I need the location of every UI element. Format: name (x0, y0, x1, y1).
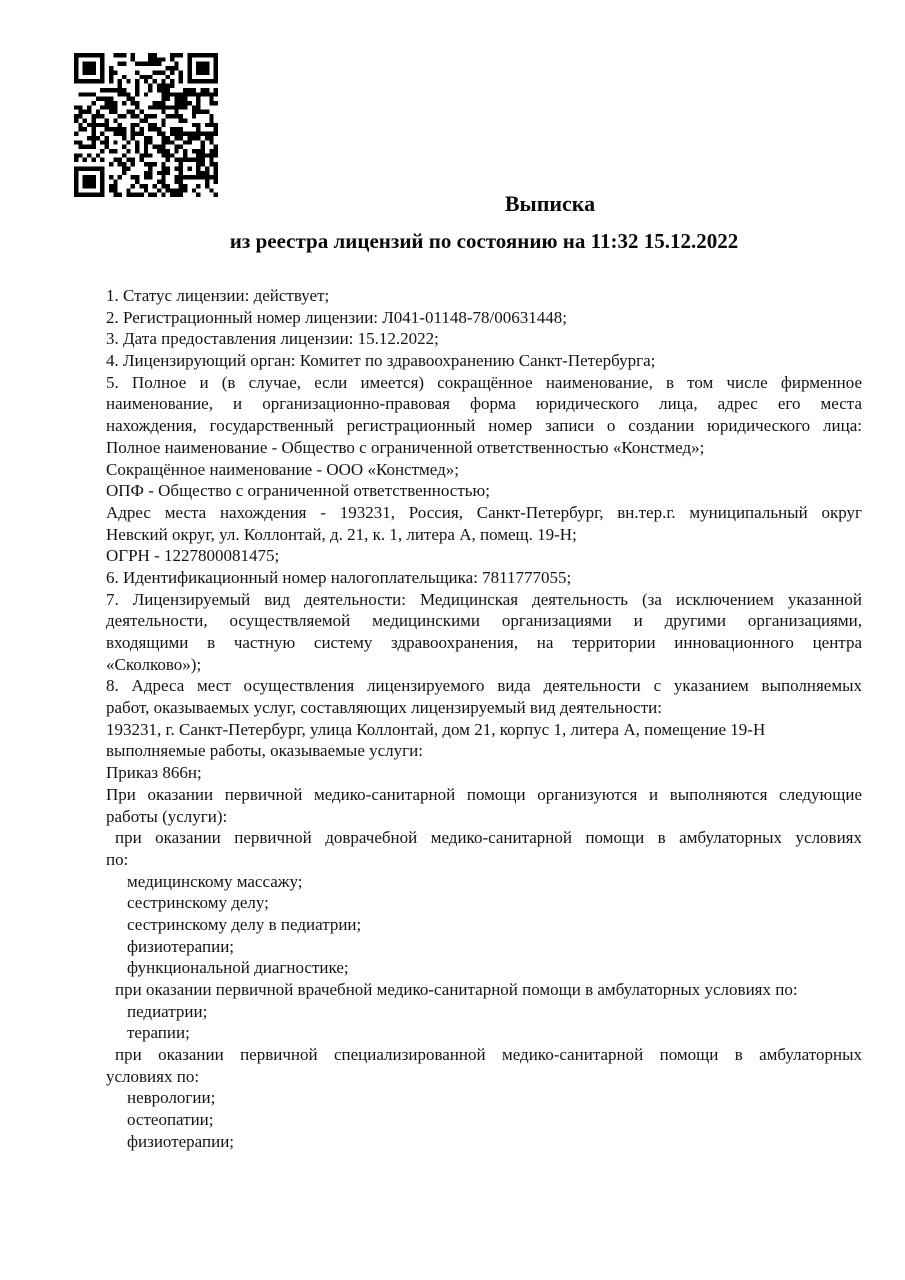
document-line: Сокращённое наименование - ООО «Констмед»; (106, 459, 459, 479)
document-line: при оказании первичной доврачебной медико-санитарной помощи в амбулаторных условиях (115, 828, 862, 848)
document-line: 2. Регистрационный номер лицензии: Л041-01148-78/00631448; (106, 307, 567, 327)
qr-code-image (74, 53, 218, 197)
document-line: физиотерапии; (127, 1131, 235, 1151)
document-line: работ, оказываемых услуг, составляющих лицензируемый вид деятельности: (106, 698, 662, 718)
document-line: 3. Дата предоставления лицензии: 15.12.2022; (106, 329, 439, 349)
document-line: выполняемые работы, оказываемые услуги: (106, 741, 423, 761)
document-line: остеопатии; (127, 1110, 214, 1130)
document-line: 193231, г. Санкт-Петербург, улица Коллонтай, дом 21, корпус 1, литера А, помещение 19-Н (106, 719, 766, 739)
document-line: медицинскому массажу; (127, 871, 303, 891)
document-line: 7. Лицензируемый вид деятельности: Медицинская деятельность (за исключением указанной (106, 589, 862, 609)
document-line: работы (услуги): (106, 806, 228, 826)
document-line: деятельности, осуществляемой медицинскими организациями и другими организациями, (106, 611, 862, 631)
document-line: условиях по: (106, 1066, 200, 1086)
document-line: нахождения, государственный регистрационный номер записи о создании юридического лица: (106, 416, 862, 436)
qr-code (74, 53, 218, 197)
document-line: сестринскому делу в педиатрии; (127, 914, 362, 934)
document-subtitle: из реестра лицензий по состоянию на 11:32 15.12.2022 (229, 229, 739, 253)
document-line: При оказании первичной медико-санитарной помощи организуются и выполняются следующие (106, 784, 862, 804)
document-line: ОГРН - 1227800081475; (106, 546, 280, 566)
document-line: физиотерапии; (127, 936, 235, 956)
document-line: входящими в частную систему здравоохранения, на территории инновационного центра (106, 633, 862, 652)
document-line: 1. Статус лицензии: действует; (106, 286, 330, 305)
document-line: 8. Адреса мест осуществления лицензируемого вида деятельности с указанием выполняемых (106, 676, 862, 696)
document-line: ОПФ - Общество с ограниченной ответственностью; (106, 481, 490, 501)
document-line: неврологии; (127, 1088, 216, 1108)
document-body (106, 285, 862, 1153)
document-line: при оказании первичной специализированной медико-санитарной помощи в амбулаторных (115, 1045, 862, 1065)
document-line: Невский округ, ул. Коллонтай, д. 21, к. 1, литера А, помещ. 19-Н; (106, 524, 577, 544)
document-line: Полное наименование - Общество с ограниченной ответственностью «Констмед»; (106, 437, 705, 457)
document-line: педиатрии; (127, 1001, 208, 1021)
document-line: 6. Идентификационный номер налогоплательщика: 7811777055; (106, 567, 572, 587)
document-line: сестринскому делу; (127, 893, 269, 913)
document-line: наименование, и организационно-правовая форма юридического лица, адрес его места (106, 394, 862, 414)
document-line: 4. Лицензирующий орган: Комитет по здравоохранению Санкт-Петербурга; (106, 351, 656, 371)
document-title: Выписка (504, 191, 596, 216)
document-line: 5. Полное и (в случае, если имеется) сокращённое наименование, в том числе фирменное (106, 372, 862, 392)
document-line: по: (106, 849, 129, 869)
document-line: Приказ 866н; (106, 763, 202, 783)
document-line: «Сколково»); (106, 654, 202, 674)
document-line: функциональной диагностике; (127, 958, 349, 978)
document-line: при оказании первичной врачебной медико-санитарной помощи в амбулаторных условиях по: (115, 980, 798, 999)
document-line: терапии; (127, 1023, 190, 1043)
document-line: Адрес места нахождения - 193231, Россия, Санкт-Петербург, вн.тер.г. муниципальный округ (106, 502, 862, 522)
